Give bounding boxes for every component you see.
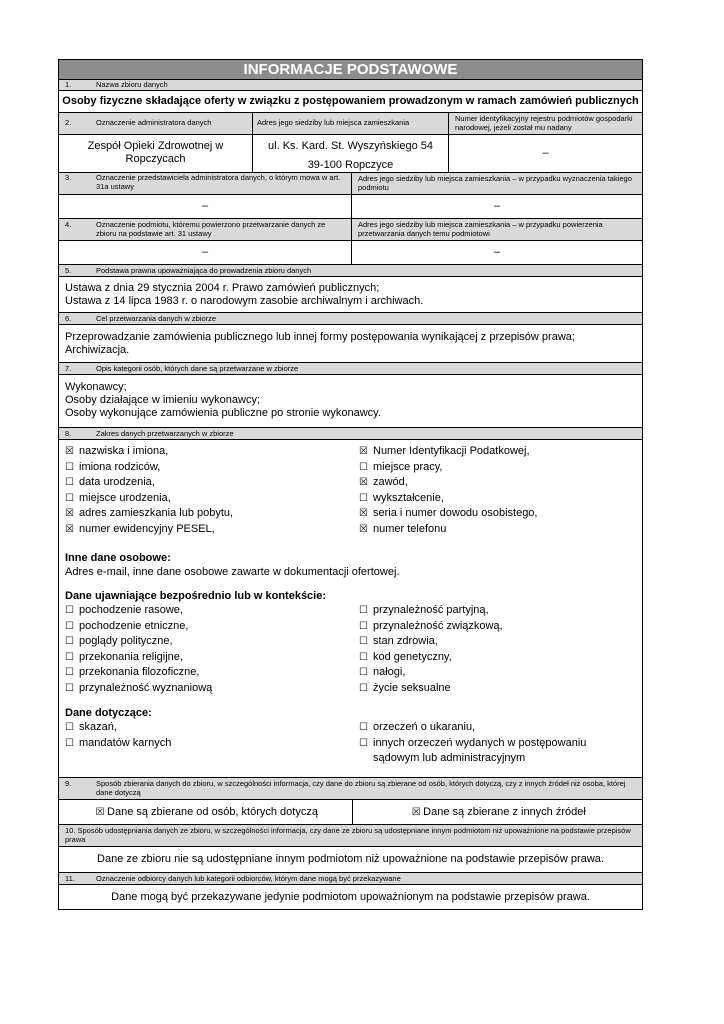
checked-box-icon: ☒ bbox=[359, 477, 368, 488]
section-number: 3. bbox=[65, 173, 72, 182]
data-scope bbox=[59, 440, 642, 778]
representative-address-label: Adres jego siedziby lub miejsca zamieszkania – w przypadku wyznaczenia takiego podmiotu bbox=[358, 174, 632, 192]
unchecked-box-icon: ☐ bbox=[65, 461, 74, 473]
section-label: Opis kategorii osób, których dane są przetwarzane w zbiorze bbox=[96, 364, 299, 373]
section-1-header bbox=[59, 80, 642, 91]
section-6-header bbox=[59, 313, 642, 325]
person-categories bbox=[59, 375, 642, 428]
processor-value: – bbox=[59, 241, 352, 264]
administrator-address bbox=[253, 135, 449, 172]
checkbox-item: ☐ życie seksualne bbox=[359, 681, 629, 697]
legal-basis-line: Ustawa z dnia 29 stycznia 2004 r. Prawo zamówień publicznych; bbox=[65, 282, 380, 294]
checkbox-item: ☐ wykształcenie, bbox=[359, 491, 629, 507]
basic-information-form bbox=[58, 59, 643, 910]
data-scope-checklist bbox=[59, 440, 642, 543]
section-label: Oznaczenie administratora danych bbox=[96, 118, 212, 127]
processor-address-label: Adres jego siedziby lub miejsca zamieszkania – w przypadku powierzenia przetwarzania danych temu podmiotowi bbox=[358, 220, 603, 238]
section-label: Oznaczenie podmiotu, któremu powierzono przetwarzanie danych ze zbioru na podstawie art. 31 ustawy bbox=[96, 220, 326, 238]
checkbox-item: ☒ zawód, bbox=[359, 475, 629, 491]
checkbox-item: ☐ przekonania filozoficzne, bbox=[65, 665, 359, 681]
unchecked-box-icon: ☐ bbox=[359, 605, 368, 616]
checkbox-item: ☒ numer ewidencyjny PESEL, bbox=[65, 522, 359, 538]
other-data-text: Adres e-mail, inne dane osobowe zawarte w dokumentacji ofertowej. bbox=[65, 566, 400, 578]
unchecked-box-icon: ☐ bbox=[65, 636, 74, 647]
section-4-header bbox=[59, 219, 642, 241]
section-number: 9. bbox=[65, 779, 72, 788]
processing-purpose bbox=[59, 325, 642, 363]
unchecked-box-icon: ☐ bbox=[359, 682, 368, 694]
section-number: 7. bbox=[65, 364, 72, 373]
category-line: Wykonawcy; bbox=[65, 381, 127, 393]
address-label: Adres jego siedziby lub miejsca zamieszkania bbox=[253, 113, 449, 134]
section-9-header bbox=[59, 778, 642, 800]
section-number: 1. bbox=[65, 80, 72, 89]
checkbox-item: ☐ nałogi, bbox=[359, 665, 629, 681]
checked-box-icon: ☒ bbox=[411, 806, 421, 818]
checkbox-item: ☒ nazwiska i imiona, bbox=[65, 444, 359, 460]
section-number: 6. bbox=[65, 314, 72, 323]
checked-box-icon: ☒ bbox=[65, 523, 74, 535]
section-label: Cel przetwarzania danych w zbiorze bbox=[96, 314, 217, 323]
category-line: Osoby wykonujące zamówienia publiczne po stronie wykonawcy. bbox=[65, 407, 381, 419]
address-line-1: ul. Ks. Kard. St. Wyszyńskiego 54 bbox=[268, 140, 433, 152]
checkbox-item: ☐ innych orzeczeń wydanych w postępowaniu sądowym lub administracyjnym bbox=[359, 736, 629, 767]
purpose-line: Archiwizacja. bbox=[65, 344, 130, 356]
checkbox-item: ☐ mandatów karnych bbox=[65, 736, 359, 752]
checkbox-item: ☐ skazań, bbox=[65, 720, 359, 736]
processor-address-value: – bbox=[493, 246, 501, 258]
checked-box-icon: ☒ bbox=[95, 806, 105, 818]
checkbox-item: ☐ przynależność partyjną, bbox=[359, 603, 629, 619]
administrator-name: Zespół Opieki Zdrowotnej w Ropczycach bbox=[59, 135, 253, 172]
unchecked-box-icon: ☐ bbox=[65, 722, 74, 733]
section-3-header bbox=[59, 173, 642, 195]
checkbox-item: ☐ pochodzenie rasowe, bbox=[65, 603, 359, 619]
unchecked-box-icon: ☐ bbox=[359, 461, 368, 473]
data-scope-left bbox=[65, 444, 359, 537]
unchecked-box-icon: ☐ bbox=[359, 737, 368, 749]
purpose-line: Przeprowadzanie zamówienia publicznego lub innej formy postępowania wynikającej z przepisów prawa; bbox=[65, 331, 575, 343]
section-number: 8. bbox=[65, 429, 72, 438]
section-number: 2. bbox=[65, 118, 72, 127]
section-number: 4. bbox=[65, 220, 72, 229]
concerning-data-heading: Dane dotyczące: bbox=[65, 707, 152, 719]
sensitive-data-heading: Dane ujawniające bezpośrednio lub w kontekście: bbox=[65, 590, 327, 602]
unchecked-box-icon: ☐ bbox=[65, 682, 74, 694]
section-8-header bbox=[59, 428, 642, 440]
other-data-heading: Inne dane osobowe: bbox=[65, 552, 171, 564]
section-2-values bbox=[59, 135, 642, 173]
representative-address-value: – bbox=[493, 200, 501, 212]
checkbox-item: ☐ kod genetyczny, bbox=[359, 650, 629, 666]
collection-method-option-1: ☒ Dane są zbierane od osób, których dotyczą bbox=[59, 800, 353, 824]
checkbox-item: ☐ przekonania religijne, bbox=[65, 650, 359, 666]
unchecked-box-icon: ☐ bbox=[359, 651, 368, 663]
recipients: Dane mogą być przekazywane jedynie podmiotom upoważnionym na podstawie przepisów prawa. bbox=[111, 890, 590, 903]
address-line-2: 39-100 Ropczyce bbox=[307, 159, 394, 171]
checkbox-item: ☐ pochodzenie etniczne, bbox=[65, 619, 359, 635]
checkbox-item: ☐ stan zdrowia, bbox=[359, 634, 629, 650]
checkbox-item: ☐ imiona rodziców, bbox=[65, 460, 359, 476]
checkbox-item: ☒ numer telefonu bbox=[359, 522, 629, 538]
checkbox-item: ☐ poglądy polityczne, bbox=[65, 634, 359, 650]
checkbox-item: ☐ data urodzenia, bbox=[65, 475, 359, 491]
category-line: Osoby działające w imieniu wykonawcy; bbox=[65, 394, 261, 406]
legal-basis bbox=[59, 277, 642, 313]
unchecked-box-icon: ☐ bbox=[65, 477, 74, 488]
unchecked-box-icon: ☐ bbox=[65, 605, 74, 616]
unchecked-box-icon: ☐ bbox=[359, 636, 368, 647]
section-5-header bbox=[59, 265, 642, 277]
legal-basis-line: Ustawa z 14 lipca 1983 r. o narodowym zasobie archiwalnym i archiwach. bbox=[65, 295, 424, 307]
form-title: INFORMACJE PODSTAWOWE bbox=[59, 60, 642, 80]
registry-number-label: Numer identyfikacyjny rejestru podmiotów gospodarki narodowej, jeżeli został mu nadany bbox=[455, 114, 633, 132]
collection-method bbox=[59, 800, 642, 825]
section-3-values bbox=[59, 195, 642, 219]
section-label: Sposób zbierania danych do zbioru, w szczególności informacja, czy dane do zbioru są zbierane od osób, których dotyczą, czy z innych źródeł niż osoba, której dane dotyczą bbox=[96, 779, 626, 797]
checkbox-item: ☐ miejsce urodzenia, bbox=[65, 491, 359, 507]
section-label: Zakres danych przetwarzanych w zbiorze bbox=[96, 429, 234, 438]
unchecked-box-icon: ☐ bbox=[359, 722, 368, 733]
checked-box-icon: ☒ bbox=[65, 446, 74, 457]
unchecked-box-icon: ☐ bbox=[65, 737, 74, 749]
checkbox-item: ☒ seria i numer dowodu osobistego, bbox=[359, 506, 629, 522]
unchecked-box-icon: ☐ bbox=[65, 651, 74, 663]
checkbox-item: ☒ adres zamieszkania lub pobytu, bbox=[65, 506, 359, 522]
sensitive-data-checklist bbox=[59, 603, 642, 702]
section-label: Nazwa zbioru danych bbox=[96, 80, 168, 89]
checkbox-item: ☐ miejsce pracy, bbox=[359, 460, 629, 476]
section-label: Podstawa prawna upoważniająca do prowadzenia zbioru danych bbox=[96, 266, 312, 275]
section-number: 11. bbox=[65, 874, 75, 883]
section-11-header bbox=[59, 873, 642, 885]
section-7-header bbox=[59, 363, 642, 375]
section-4-values bbox=[59, 241, 642, 265]
checkbox-item: ☐ przynależność związkową, bbox=[359, 619, 629, 635]
section-number: 5. bbox=[65, 266, 72, 275]
sharing-method: Dane ze zbioru nie są udostępniane innym podmiotom niż upoważnione na podstawie przepisów prawa. bbox=[59, 847, 642, 873]
section-label: Oznaczenie przedstawiciela administratora danych, o którym mowa w art. 31a ustawy bbox=[96, 173, 341, 191]
collection-name: Osoby fizyczne składające oferty w związku z postępowaniem prowadzonym w ramach zamówień publicznych bbox=[59, 91, 642, 113]
registry-number-value: – bbox=[542, 147, 549, 159]
section-2-header bbox=[59, 113, 642, 135]
checkbox-item: ☐ orzeczeń o ukaraniu, bbox=[359, 720, 629, 736]
checked-box-icon: ☒ bbox=[359, 523, 368, 535]
section-10-header: 10. Sposób udostępniania danych ze zbioru, w szczególności informacja, czy dane ze zbioru są udostępniane innym podmiotom niż upoważnione na podstawie przepisów prawa bbox=[59, 825, 642, 847]
checkbox-item: ☐ przynależność wyznaniową bbox=[65, 681, 359, 697]
data-scope-right bbox=[359, 444, 629, 537]
unchecked-box-icon: ☐ bbox=[359, 667, 368, 678]
checkbox-item: ☒ Numer Identyfikacji Podatkowej, bbox=[359, 444, 629, 460]
unchecked-box-icon: ☐ bbox=[65, 492, 74, 504]
concerning-data-checklist bbox=[59, 720, 642, 773]
collection-method-option-2: ☒ Dane są zbierane z innych źródeł bbox=[353, 800, 642, 824]
unchecked-box-icon: ☐ bbox=[65, 667, 74, 678]
checked-box-icon: ☒ bbox=[359, 446, 368, 457]
section-label: Oznaczenie odbiorcy danych lub kategorii odbiorców, którym dane mogą być przekazywane bbox=[96, 874, 401, 883]
unchecked-box-icon: ☐ bbox=[65, 620, 74, 632]
checked-box-icon: ☒ bbox=[65, 508, 74, 519]
unchecked-box-icon: ☐ bbox=[359, 620, 368, 632]
checked-box-icon: ☒ bbox=[359, 508, 368, 519]
unchecked-box-icon: ☐ bbox=[359, 492, 368, 504]
representative-value: – bbox=[59, 195, 352, 218]
